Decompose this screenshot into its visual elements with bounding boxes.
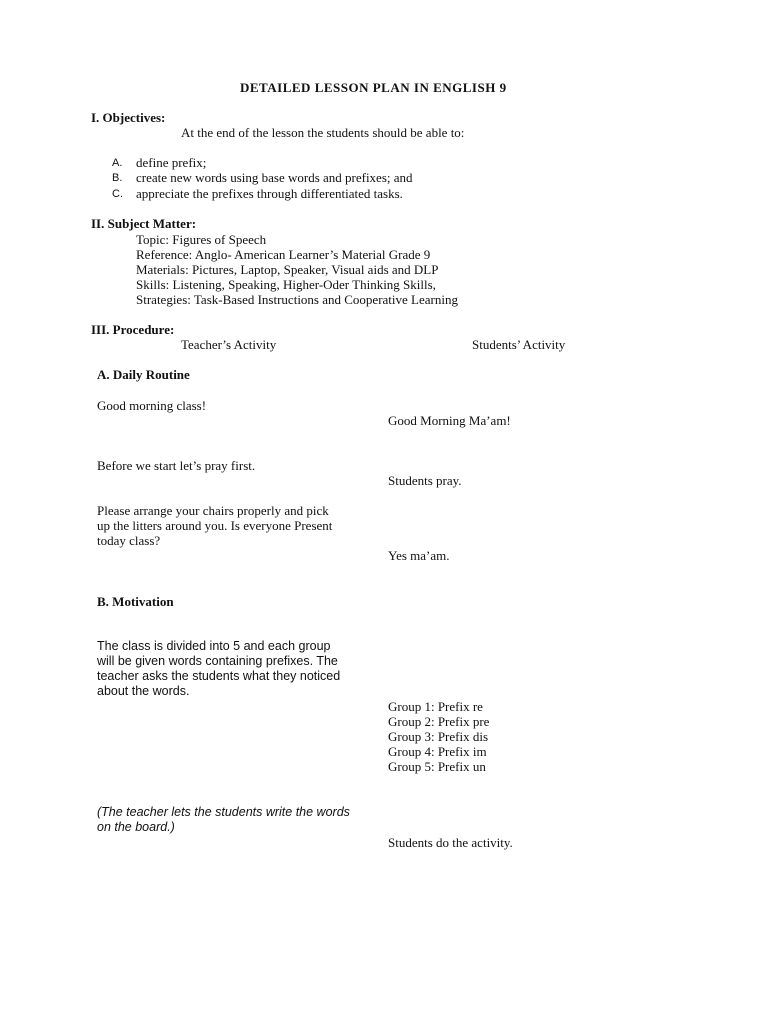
teacher-arrange-line-2: up the litters around you. Is everyone Present [97,518,333,533]
teacher-prayer: Before we start let’s pray first. [97,458,256,473]
daily-routine-heading: A. Daily Routine [97,367,190,382]
students-do-activity: Students do the activity. [388,835,513,850]
objective-marker-b: B. [112,172,123,184]
motivation-instruction-line-4: about the words. [97,684,190,698]
objective-item-a: define prefix; [136,155,207,170]
objective-marker-a: A. [112,157,123,169]
group-4-prefix: Group 4: Prefix im [388,744,487,759]
teacher-activity-column-header: Teacher’s Activity [181,337,277,352]
subject-topic: Topic: Figures of Speech [136,232,267,247]
objectives-heading: I. Objectives: [91,110,166,125]
teacher-arrange-line-1: Please arrange your chairs properly and pick [97,503,329,518]
teacher-board-note-line-1: (The teacher lets the students write the words [97,805,350,819]
students-greeting: Good Morning Ma’am! [388,413,511,428]
subject-skills: Skills: Listening, Speaking, Higher-Oder Thinking Skills, [136,277,436,292]
students-prayer: Students pray. [388,473,462,488]
procedure-heading: III. Procedure: [91,322,175,337]
group-1-prefix: Group 1: Prefix re [388,699,483,714]
group-2-prefix: Group 2: Prefix pre [388,714,490,729]
subject-reference: Reference: Anglo- American Learner’s Material Grade 9 [136,247,431,262]
subject-matter-heading: II. Subject Matter: [91,216,197,231]
students-present-reply: Yes ma’am. [388,548,450,563]
subject-strategies: Strategies: Task-Based Instructions and Cooperative Learning [136,292,458,307]
objectives-intro: At the end of the lesson the students should be able to: [181,125,465,140]
document-title: DETAILED LESSON PLAN IN ENGLISH 9 [240,80,507,95]
objective-marker-c: C. [112,188,123,200]
motivation-instruction-line-1: The class is divided into 5 and each group [97,639,331,653]
group-3-prefix: Group 3: Prefix dis [388,729,489,744]
group-5-prefix: Group 5: Prefix un [388,759,486,774]
subject-materials: Materials: Pictures, Laptop, Speaker, Visual aids and DLP [136,262,439,277]
students-activity-column-header: Students’ Activity [472,337,566,352]
objective-item-b: create new words using base words and prefixes; and [136,170,413,185]
teacher-board-note-line-2: on the board.) [97,820,175,834]
objective-item-c: appreciate the prefixes through differentiated tasks. [136,186,403,201]
motivation-heading: B. Motivation [97,594,174,609]
teacher-greeting: Good morning class! [97,398,207,413]
teacher-arrange-line-3: today class? [97,533,161,548]
motivation-instruction-line-3: teacher asks the students what they noticed [97,669,341,683]
motivation-instruction-line-2: will be given words containing prefixes. The [97,654,338,668]
